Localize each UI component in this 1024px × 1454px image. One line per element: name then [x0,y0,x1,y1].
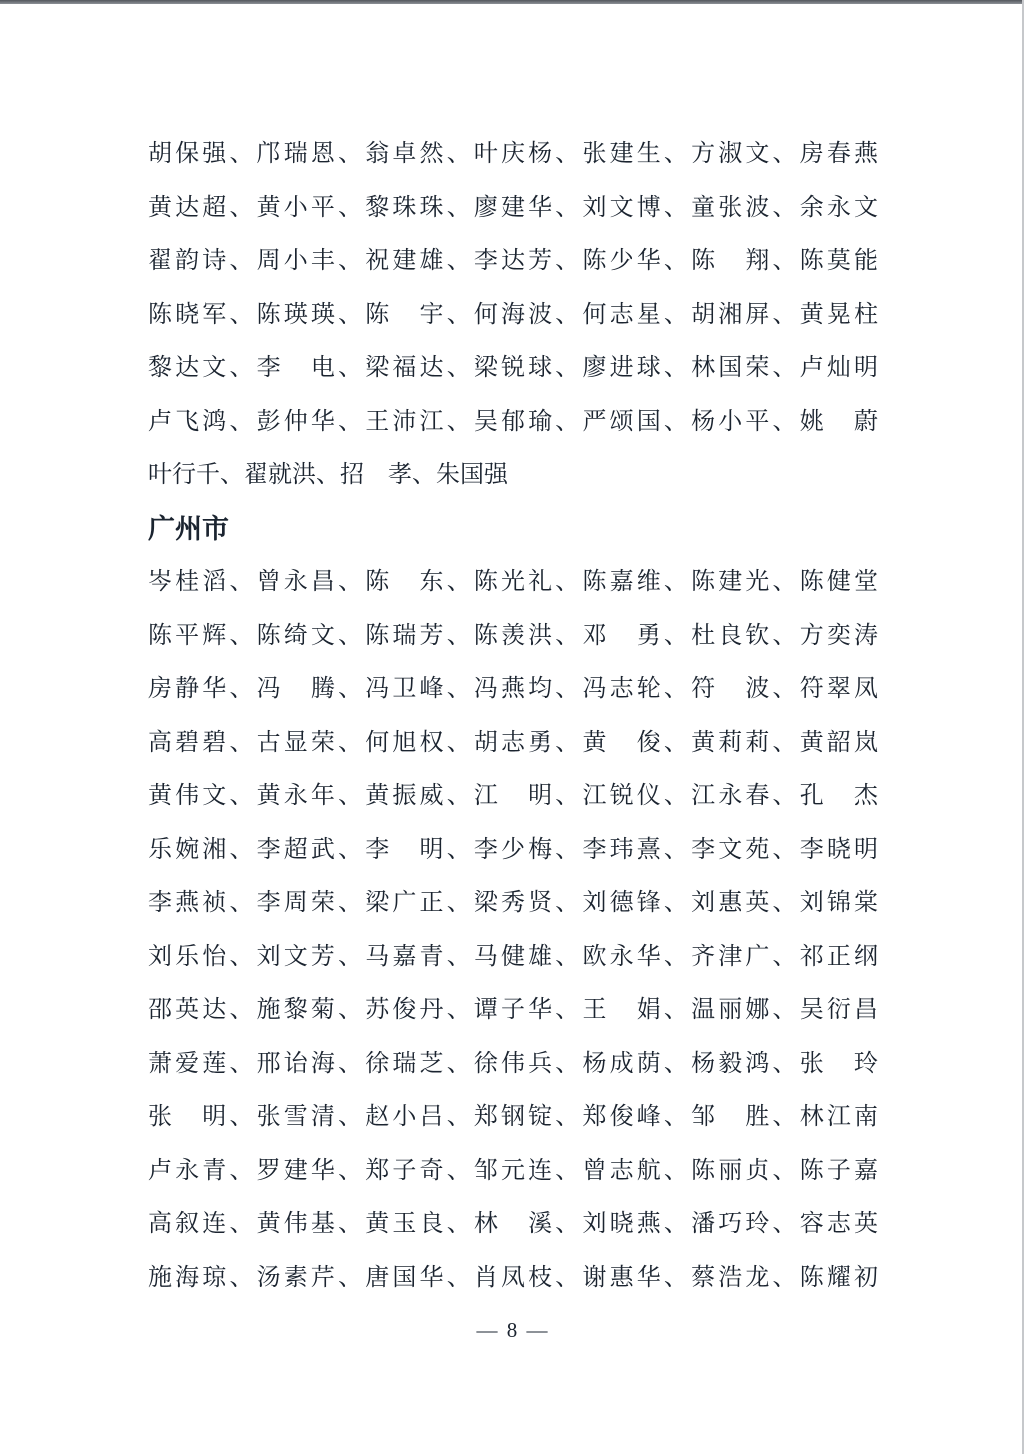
section-heading-name-list-guangzhou: 广州市 [148,513,229,544]
name-list-line: 乐婉湘、李超武、李 明、李少梅、李玮熹、李文苑、李晓明 [148,836,878,863]
name-list-line: 施海琼、汤素芹、唐国华、肖凤枝、谢惠华、蔡浩龙、陈耀初 [148,1264,878,1291]
name-list-line: 陈晓军、陈瑛瑛、陈 宇、何海波、何志星、胡湘屏、黄晃柱 [148,301,878,328]
name-list-line: 翟韵诗、周小丰、祝建雄、李达芳、陈少华、陈 翔、陈莫能 [148,248,878,274]
name-list-line: 陈平辉、陈绮文、陈瑞芳、陈羡洪、邓 勇、杜良钦、方奕涛 [148,622,878,649]
name-list-line: 高碧碧、古显荣、何旭权、胡志勇、黄 俊、黄莉莉、黄韶岚 [148,729,878,756]
name-list-line: 高叙连、黄伟基、黄玉良、林 溪、刘晓燕、潘巧玲、容志英 [148,1211,878,1237]
name-list-line: 刘乐怡、刘文芳、马嘉青、马健雄、欧永华、齐津广、祁正纲 [148,943,878,970]
name-list-line: 黄伟文、黄永年、黄振威、江 明、江锐仪、江永春、孔 杰 [148,783,878,809]
document-content [148,128,878,1355]
name-list-line: 胡保强、邝瑞恩、翁卓然、叶庆杨、张建生、方淑文、房春燕 [148,141,878,167]
window-top-edge [0,0,1024,4]
name-list-line: 卢飞鸿、彭仲华、王沛江、吴郁瑜、严颂国、杨小平、姚 蔚 [148,408,878,435]
name-list-line: 黄达超、黄小平、黎珠珠、廖建华、刘文博、童张波、余永文 [148,194,878,221]
name-list-line: 邵英达、施黎菊、苏俊丹、谭子华、王 娟、温丽娜、吴衍昌 [148,997,878,1023]
name-list-line: 萧爱莲、邢诒海、徐瑞芝、徐伟兵、杨成荫、杨毅鸿、张 玲 [148,1050,878,1077]
name-list-line: 叶行千、翟就洪、招 孝、朱国强 [148,462,508,488]
name-list-line: 卢永青、罗建华、郑子奇、邹元连、曾志航、陈丽贞、陈子嘉 [148,1157,878,1184]
name-list-line: 岑桂滔、曾永昌、陈 东、陈光礼、陈嘉维、陈建光、陈健堂 [148,569,878,595]
name-list-line: 李燕祯、李周荣、梁广正、梁秀贤、刘德锋、刘惠英、刘锦棠 [148,890,878,916]
name-list-line: 黎达文、李 电、梁福达、梁锐球、廖进球、林国荣、卢灿明 [148,355,878,381]
name-list-line: 房静华、冯 腾、冯卫峰、冯燕均、冯志轮、符 波、符翠凤 [148,676,878,702]
sections-container [148,128,878,1305]
page-number: — 8 — [476,1318,550,1342]
name-list-line: 张 明、张雪清、赵小吕、郑钢锭、郑俊峰、邹 胜、林江南 [148,1104,878,1130]
